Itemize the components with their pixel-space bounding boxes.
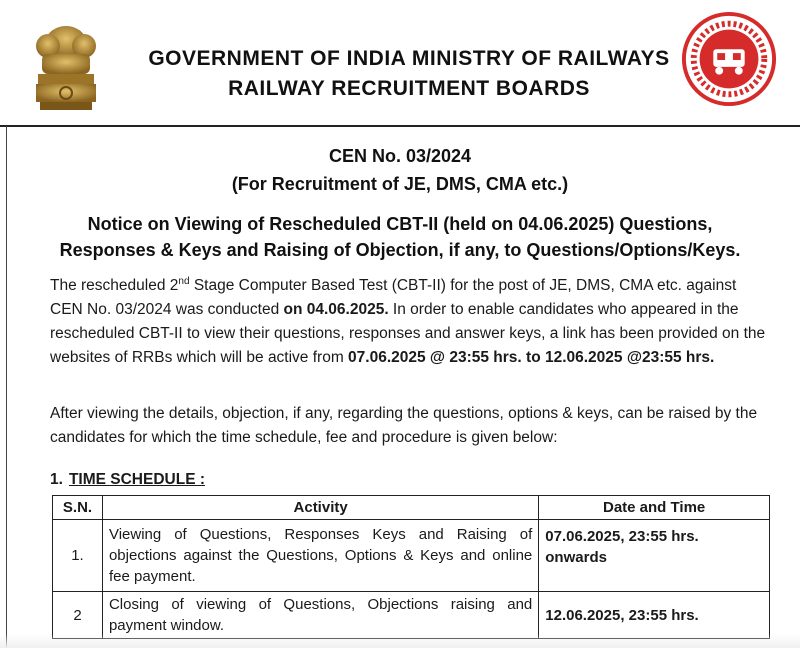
notice-title-line1: Notice on Viewing of Rescheduled CBT-II (held on 04.06.2025) Questions, <box>87 214 713 234</box>
row-sn: 1. <box>53 520 103 592</box>
notice-paragraph-2: After viewing the details, objection, if any, regarding the questions, options & keys, can be raised by the candidates for which the time schedule, fee and procedure is given below: <box>50 405 758 446</box>
notice-paragraph-1 <box>50 274 770 370</box>
para1-superscript: nd <box>178 275 190 287</box>
table-header: S.N. <box>53 496 103 520</box>
indian-railways-logo-icon <box>680 10 778 108</box>
conducted-date: on 04.06.2025. <box>283 301 389 318</box>
row-date: 12.06.2025, 23:55 hrs. <box>539 592 770 639</box>
para1-text: The rescheduled 2 <box>50 277 179 294</box>
row-activity: Closing of viewing of Questions, Objections raising and payment window. <box>102 592 538 639</box>
ministry-title: GOVERNMENT OF INDIA MINISTRY OF RAILWAYS <box>148 47 670 70</box>
row-sn: 2 <box>53 592 103 639</box>
header-divider <box>0 125 800 127</box>
page-border <box>6 126 7 648</box>
link-active-window: 07.06.2025 @ 23:55 hrs. to 12.06.2025 @23:55 hrs. <box>348 349 715 366</box>
cen-number: CEN No. 03/2024 <box>328 146 472 166</box>
section-heading <box>50 471 205 489</box>
section-number: 1. <box>50 471 63 488</box>
para1-text: Stage Computer Based Test (CBT-II) for the post of JE, DMS, CMA etc. against CEN No. 03/2024 was conducted <box>50 277 737 318</box>
page-edge-shadow <box>0 634 800 648</box>
cen-subtitle: (For Recruitment of JE, DMS, CMA etc.) <box>231 174 569 194</box>
table-header: Date and Time <box>539 496 770 520</box>
notice-title-line2: Responses & Keys and Raising of Objection, if any, to Questions/Options/Keys. <box>59 240 741 260</box>
para1-text: In order to enable candidates who appeared in the rescheduled CBT-II to view their questions, responses and answer keys, a link has been provided on the websites of RRBs which will be active from <box>50 301 766 366</box>
board-title: RAILWAY RECRUITMENT BOARDS <box>228 77 590 100</box>
section-title: TIME SCHEDULE : <box>68 471 205 488</box>
table-row <box>53 520 770 592</box>
letterhead <box>0 0 800 126</box>
row-date: 07.06.2025, 23:55 hrs. onwards <box>539 520 770 592</box>
table-header-row <box>53 496 770 520</box>
time-schedule-table <box>52 495 770 639</box>
row-activity: Viewing of Questions, Responses Keys and Raising of objections against the Questions, Options & Keys and online fee payment. <box>102 520 538 592</box>
table-header: Activity <box>102 496 538 520</box>
table-row <box>53 592 770 639</box>
